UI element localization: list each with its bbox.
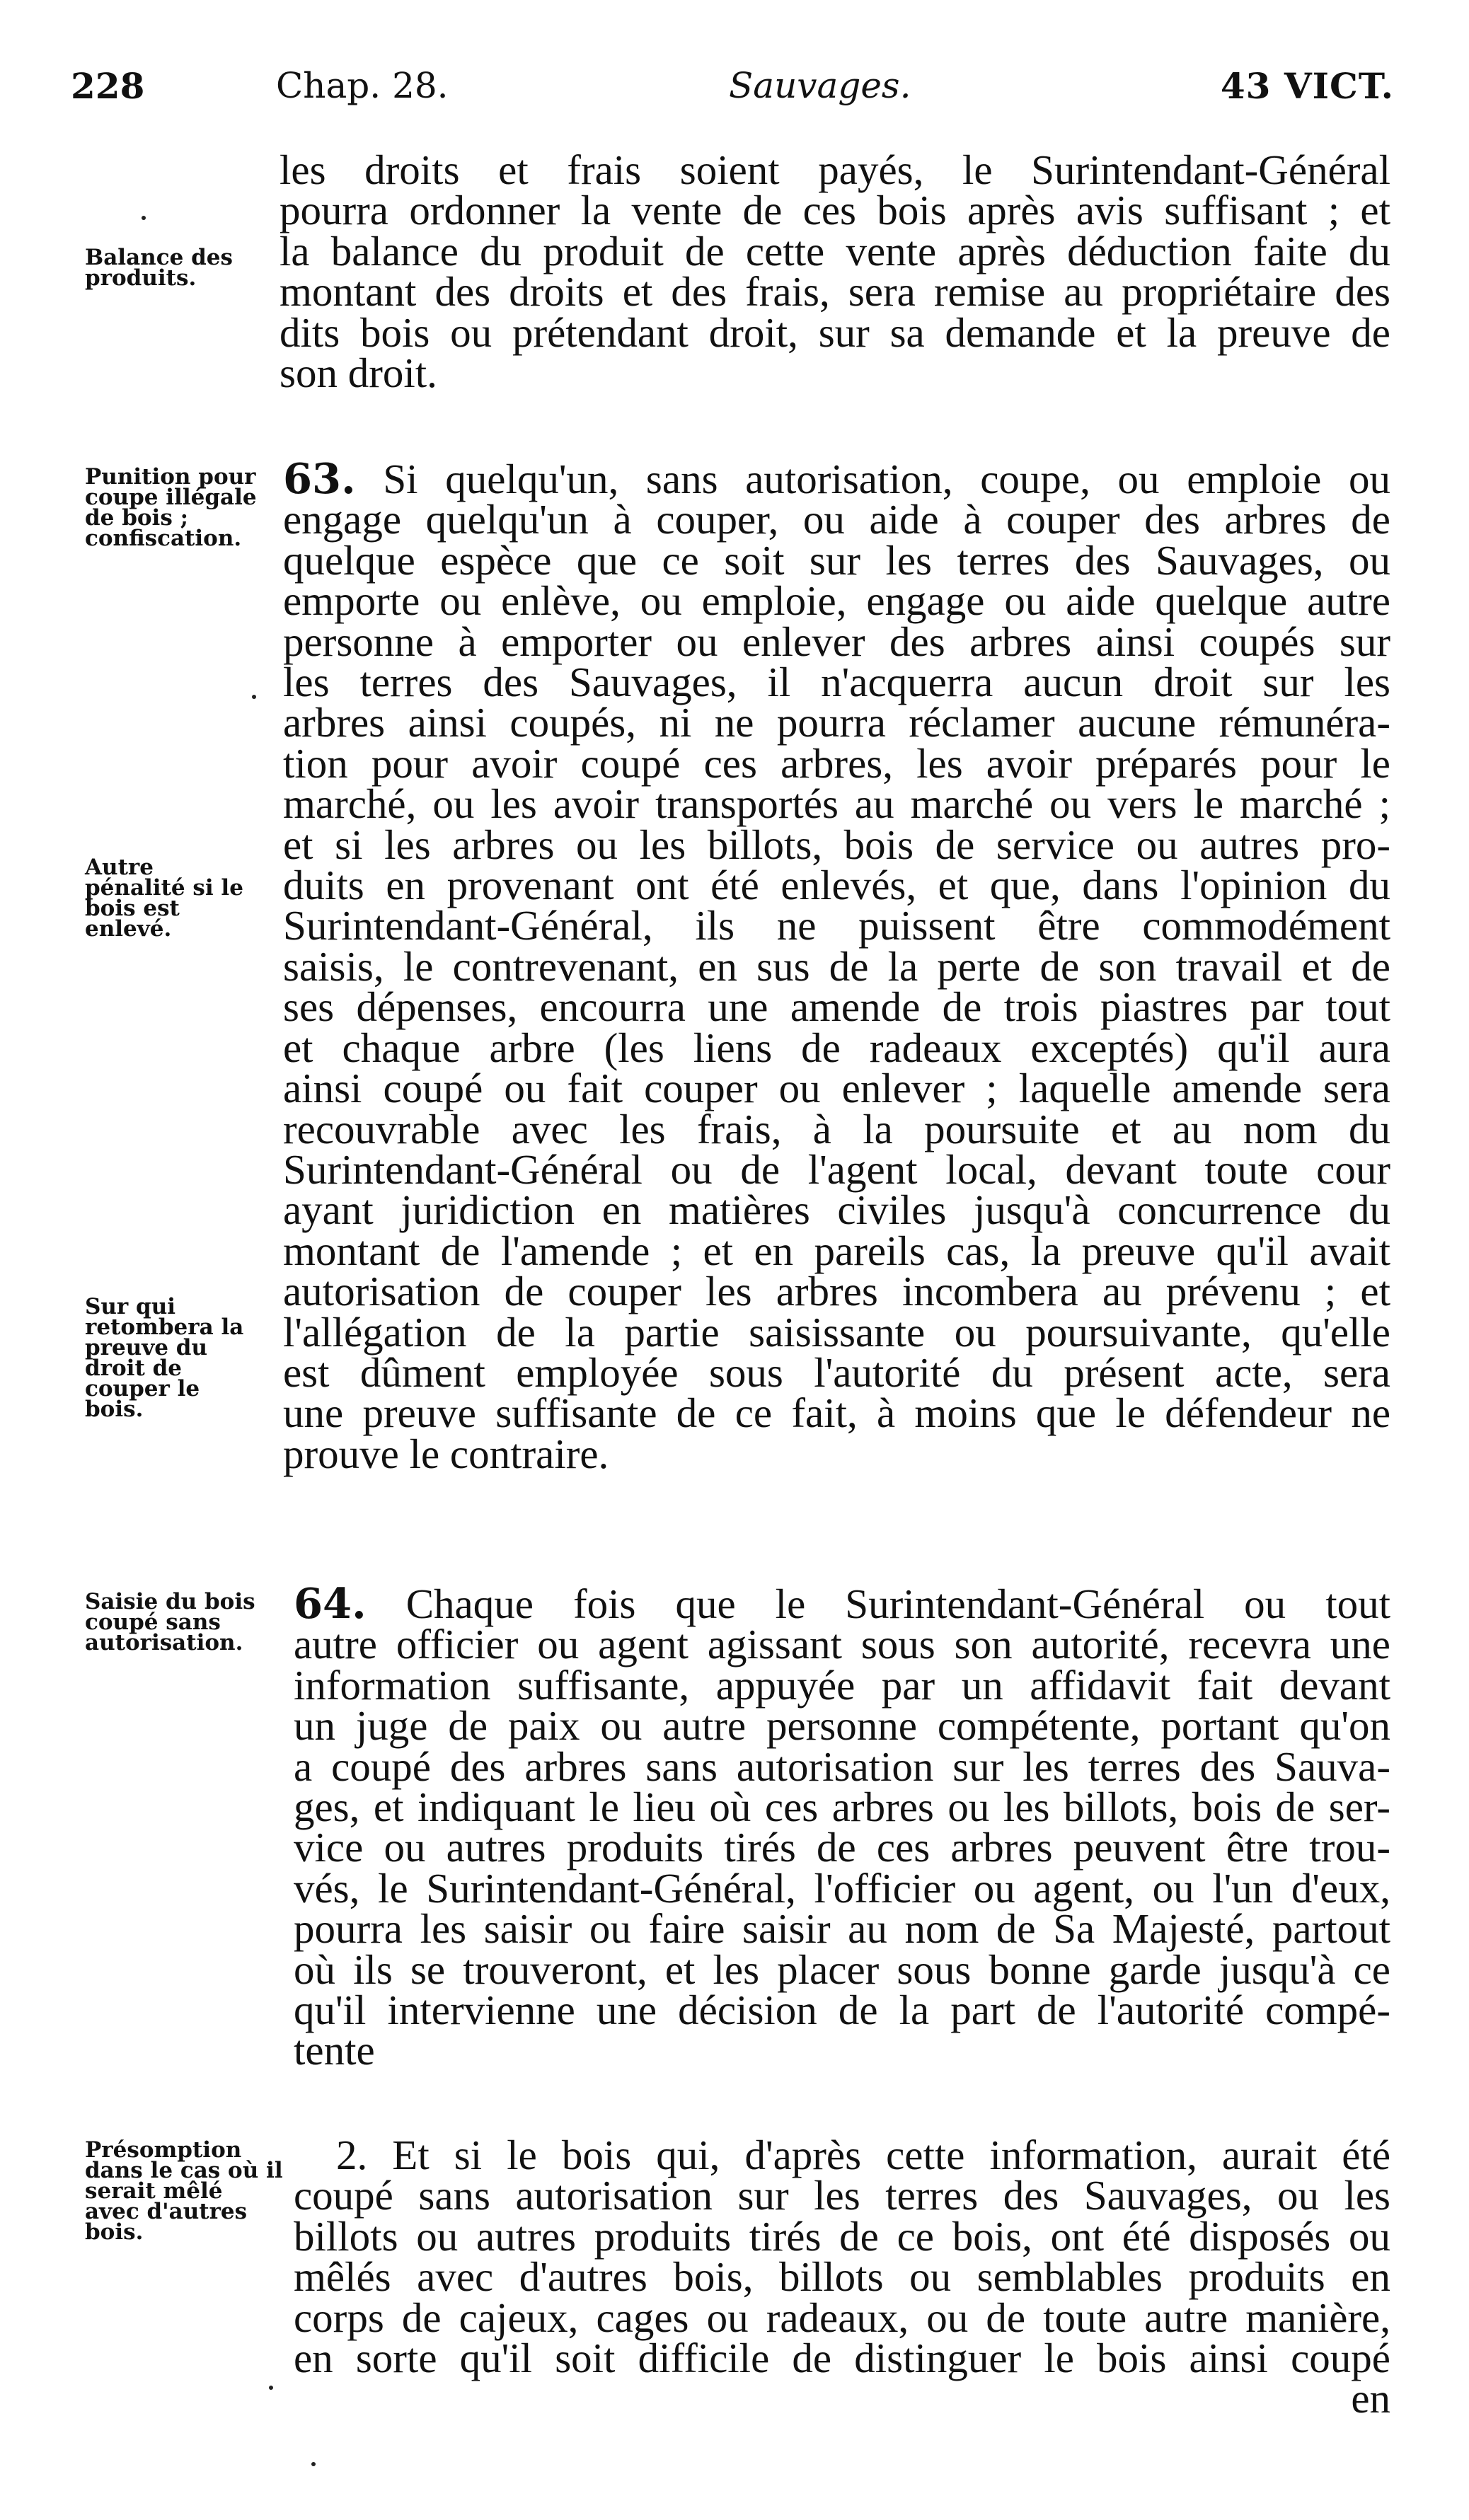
text-line: ainsi coupé ou fait couper ou enlever ; laquelle amende sera bbox=[283, 1065, 1390, 1112]
text-line: billots ou autres produits tirés de ce bois, ont été disposés ou bbox=[294, 2212, 1390, 2260]
text-line: vice ou autres produits tirés de ces arbres peuvent être trou- bbox=[294, 1824, 1390, 1871]
text-line: prouve le contraire. bbox=[283, 1430, 609, 1477]
text-line: est dûment employée sous l'autorité du présent acte, sera bbox=[283, 1348, 1390, 1396]
text-line: saisis, le contrevenant, en sus de la perte de son travail et de bbox=[283, 942, 1390, 990]
text-line: 2. Et si le bois qui, d'après cette information, aurait été bbox=[336, 2132, 1390, 2178]
catchword: en bbox=[1351, 2375, 1390, 2422]
running-header bbox=[71, 65, 1394, 122]
text-line: ges, et indiquant le lieu où ces arbres ou les billots, bois de ser- bbox=[294, 1784, 1390, 1831]
text-line: tente bbox=[294, 2027, 375, 2074]
margin-note-balance: Balance des produits. bbox=[85, 245, 233, 291]
text-line: 64. Chaque fois que le Surintendant-Général ou tout bbox=[294, 1579, 1390, 1628]
paragraph-text bbox=[294, 2132, 1390, 2422]
text-line: mêlés avec d'autres bois, billots ou semblables produits en bbox=[294, 2253, 1390, 2301]
text-line: marché, ou les avoir transportés au marché ou vers le marché ; bbox=[283, 780, 1390, 828]
act-label: 43 VICT. bbox=[1220, 65, 1394, 107]
text-line: information suffisante, appuyée par un affidavit fait devant bbox=[294, 1661, 1390, 1709]
section-text bbox=[294, 1579, 1390, 2074]
section-text bbox=[283, 454, 1391, 1477]
scan-speck bbox=[311, 2462, 316, 2466]
scan-speck bbox=[142, 216, 146, 220]
margin-note-presomption: Présomption dans le cas où il serait mêlé avec d'autres bois. bbox=[85, 2137, 283, 2245]
text-line: pourra ordonner la vente de ces bois après avis suffisant ; et bbox=[280, 187, 1390, 234]
section-number: 63. bbox=[283, 454, 356, 503]
text-line: et si les arbres ou les billots, bois de service ou autres pro- bbox=[283, 821, 1390, 868]
running-title: Sauvages. bbox=[729, 65, 911, 106]
text-line: duits en provenant ont été enlevés, et que, dans l'opinion du bbox=[283, 862, 1390, 909]
text-line: montant de l'amende ; et en pareils cas, la preuve qu'il avait bbox=[283, 1227, 1390, 1274]
text-line: qu'il intervienne une décision de la part de l'autorité compé- bbox=[294, 1987, 1390, 2034]
text-line: Surintendant-Général ou de l'agent local, devant toute cour bbox=[283, 1145, 1390, 1193]
section-number: 64. bbox=[294, 1579, 367, 1628]
text-line: montant des droits et des frais, sera remise au propriétaire des bbox=[280, 268, 1390, 316]
text-line: les terres des Sauvages, il n'acquerra aucun droit sur les bbox=[283, 659, 1390, 706]
text-line: son droit. bbox=[280, 349, 437, 397]
text-line: l'allégation de la partie saisissante ou poursuivante, qu'elle bbox=[283, 1308, 1390, 1356]
text-line: ayant juridiction en matières civiles jusqu'à concurrence du bbox=[283, 1186, 1390, 1234]
text-line: 63. Si quelqu'un, sans autorisation, coupe, ou emploie ou bbox=[283, 454, 1391, 503]
text-line: et chaque arbre (les liens de radeaux exceptés) qu'il aura bbox=[283, 1024, 1390, 1071]
margin-note-preuve: Sur qui retombera la preuve du droit de couper le bois. bbox=[85, 1294, 244, 1422]
text-line: recouvrable avec les frais, à la poursuite et au nom du bbox=[283, 1105, 1390, 1152]
page-number: 228 bbox=[71, 65, 145, 107]
text-line: vés, le Surintendant-Général, l'officier ou agent, ou l'un d'eux, bbox=[294, 1864, 1390, 1912]
text-line: engage quelqu'un à couper, ou aide à couper des arbres de bbox=[283, 496, 1390, 543]
text-line: autorisation de couper les arbres incombera au prévenu ; et bbox=[283, 1268, 1390, 1315]
text-line: emporte ou enlève, ou emploie, engage ou aide quelque autre bbox=[283, 577, 1390, 625]
margin-note-punition: Punition pour coupe illégale de bois ; confiscation. bbox=[85, 464, 257, 551]
text-line: tion pour avoir coupé ces arbres, les avoir préparés pour le bbox=[283, 739, 1390, 787]
text-line: corps de cajeux, cages ou radeaux, ou de toute autre manière, bbox=[294, 2294, 1390, 2341]
text-line: dits bois ou prétendant droit, sur sa demande et la preuve de bbox=[280, 308, 1390, 356]
chapter-label: Chap. 28. bbox=[276, 65, 449, 106]
text-line: Surintendant-Général, ils ne puissent être commodément bbox=[283, 902, 1390, 949]
text-line: coupé sans autorisation sur les terres des Sauvages, ou les bbox=[294, 2172, 1390, 2219]
text-line: pourra les saisir ou faire saisir au nom de Sa Majesté, partout bbox=[294, 1905, 1390, 1953]
margin-note-saisie: Saisie du bois coupé sans autorisation. bbox=[85, 1589, 255, 1655]
text-line: les droits et frais soient payés, le Surintendant-Général bbox=[280, 146, 1390, 193]
text-line: en sorte qu'il soit difficile de distinguer le bois ainsi coupé bbox=[294, 2335, 1390, 2382]
margin-note-autre-penalite: Autre pénalité si le bois est enlevé. bbox=[85, 855, 243, 942]
text-line: autre officier ou agent agissant sous son autorité, recevra une bbox=[294, 1621, 1390, 1668]
scan-speck bbox=[269, 2386, 273, 2390]
paragraph-text bbox=[280, 146, 1390, 397]
text-line: une preuve suffisante de ce fait, à moins que le défendeur ne bbox=[283, 1389, 1390, 1437]
scan-speck bbox=[252, 695, 256, 699]
text-line: un juge de paix ou autre personne compétente, portant qu'on bbox=[294, 1702, 1390, 1750]
text-line: où ils se trouveront, et les placer sous bonne garde jusqu'à ce bbox=[294, 1946, 1390, 1993]
text-line: quelque espèce que ce soit sur les terres des Sauvages, ou bbox=[283, 536, 1390, 584]
text-line: a coupé des arbres sans autorisation sur les terres des Sauva- bbox=[294, 1742, 1390, 1790]
text-line: arbres ainsi coupés, ni ne pourra réclamer aucune rémunéra- bbox=[283, 699, 1390, 746]
text-line: personne à emporter ou enlever des arbres ainsi coupés sur bbox=[283, 618, 1390, 665]
text-line: ses dépenses, encourra une amende de trois piastres par tout bbox=[283, 983, 1390, 1031]
text-line: la balance du produit de cette vente après déduction faite du bbox=[280, 227, 1390, 274]
